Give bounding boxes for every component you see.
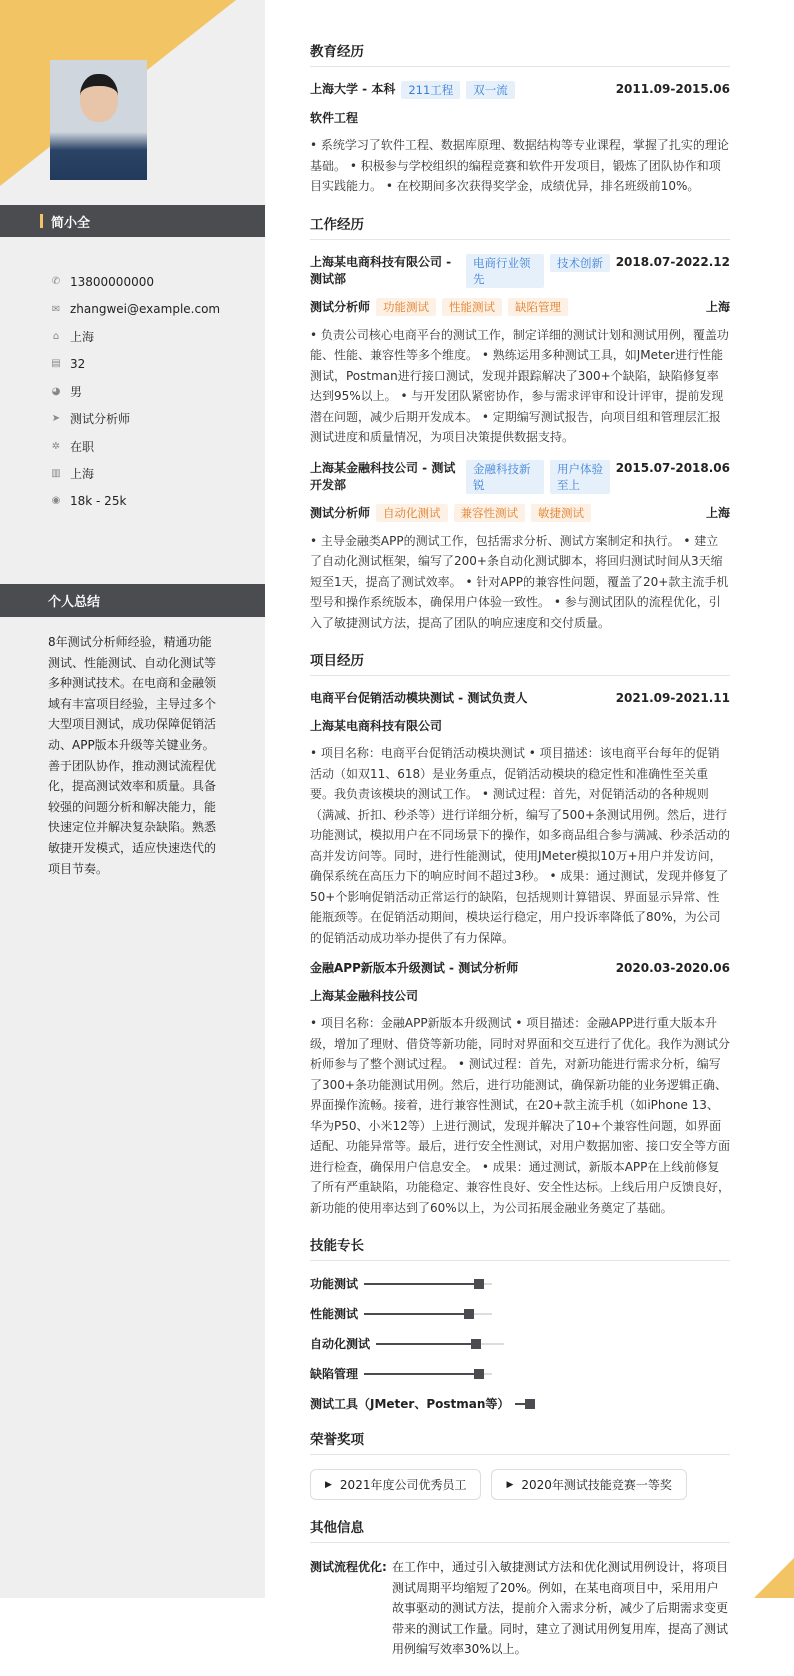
contact-text: zhangwei@example.com xyxy=(70,302,221,317)
contact-text: 男 xyxy=(70,384,83,399)
skill-name: 性能测试 xyxy=(310,1307,359,1321)
city: 上海 xyxy=(705,506,730,520)
skill-item xyxy=(310,1305,525,1322)
other-key: 测试流程优化: xyxy=(310,1560,387,1574)
avatar xyxy=(50,60,147,180)
contact-item xyxy=(50,323,220,350)
company: 上海某金融科技公司 xyxy=(310,989,419,1003)
description: • 负责公司核心电商平台的测试工作，制定详细的测试计划和测试用例，覆盖功能、性能、兼容性等多个维度。 • 熟练运用多种测试工具，如JMeter进行性能测试，Postman进行接口测试，发现并跟踪解决了300+个缺陷，缺陷修复率达到95%以上。 • 与开发团队紧密协作，参与需求评审和设计评审，提前发现潜在问题，减少后期开发成本。 • 定期编写测试报告，向项目组和管理层汇报测试进度和质量情况，为项目决策提供数据支持。 xyxy=(310,327,729,444)
section-title: 其他信息 xyxy=(310,1516,730,1543)
slider-thumb xyxy=(471,1339,481,1349)
section-title: 技能专长 xyxy=(310,1234,730,1261)
awards-section xyxy=(310,1428,730,1500)
contact-item xyxy=(50,378,220,405)
award-text: 2020年测试技能竞赛一等奖 xyxy=(521,1478,672,1492)
project-item xyxy=(310,690,730,948)
slider-thumb xyxy=(525,1399,535,1409)
skill-tag: 缺陷管理 xyxy=(508,298,568,316)
skill-name: 测试工具（JMeter、Postman等） xyxy=(310,1397,510,1411)
work-item xyxy=(310,254,730,448)
building-icon: ▥ xyxy=(51,467,61,479)
description: • 主导金融类APP的测试工作，包括需求分析、测试方案制定和执行。 • 建立了自动化测试框架，编写了200+条自动化测试脚本，将回归测试时间从3天缩短至1天，提高了测试效率。 • 针对APP的兼容性问题，覆盖了20+款主流手机型号和操作系统版本，确保用户体验一致性。 • 参与测试团队的流程优化，引入了敏捷测试方法，提高了团队的响应速度和交付质量。 xyxy=(310,533,729,630)
skill-slider xyxy=(364,1373,492,1375)
profile-name: 简小全 xyxy=(51,215,91,231)
education-section xyxy=(310,40,730,197)
contact-item xyxy=(50,405,220,432)
salary-icon: ◉ xyxy=(51,495,61,507)
contact-item xyxy=(50,350,220,377)
send-icon: ➤ xyxy=(51,413,61,425)
date: 2015.07-2018.06 xyxy=(615,460,730,475)
contact-text: 13800000000 xyxy=(70,274,154,289)
tag: 用户体验至上 xyxy=(550,460,610,494)
skill-tag: 功能测试 xyxy=(376,298,436,316)
contact-item xyxy=(50,268,220,295)
contact-item xyxy=(50,487,220,514)
tag: 技术创新 xyxy=(550,254,610,272)
description: • 项目名称：金融APP新版本升级测试 • 项目描述：金融APP进行重大版本升级，增加了理财、借贷等新功能，同时对界面和交互进行了优化。我作为测试分析师参与了整个测试过程。 • 测试过程：首先，对新功能进行需求分析，编写了300+条功能测试用例。然后，进行功能测试，确保新功能的业务逻辑正确、界面操作流畅。接着，进行兼容性测试，在20+款主流手机（如iPhone 13、华为P50、小米12等）上进行测试，发现并解决了10+个兼容性问题，如界面适配、功能异常等。最后，进行安全性测试，对用户数据加密、接口安全等方面进行检查，确保用户信息安全。 • 成果：通过测试，新版本APP在上线前修复了所有严重缺陷，功能稳定、兼容性良好、安全性达标。上线后用户反馈良好，新功能的使用率达到了60%以上，为公司拓展金融业务奠定了基础。 xyxy=(310,1016,731,1215)
tag: 金融科技新锐 xyxy=(466,460,544,494)
name-bar xyxy=(0,205,265,237)
contact-text: 18k - 25k xyxy=(70,493,127,508)
contact-item xyxy=(50,295,220,322)
tag: 211工程 xyxy=(401,81,460,99)
date: 2020.03-2020.06 xyxy=(615,961,730,975)
skill-tag: 性能测试 xyxy=(442,298,502,316)
project-item xyxy=(310,960,730,1218)
other-value: 在工作中，通过引入敏捷测试方法和优化测试用例设计，将项目测试周期平均缩短了20%。例如，在某电商项目中，采用用户故事驱动的测试方法，提前介入需求分析，减少了后期需求变更带来的测试工作量。同时，建立了测试用例复用库，提高了测试用例编写效率30%以上。 xyxy=(392,1560,729,1656)
work-section xyxy=(310,213,730,634)
home-icon: ⌂ xyxy=(52,330,60,342)
skill-name: 缺陷管理 xyxy=(310,1367,359,1381)
main-content xyxy=(310,40,730,1676)
role: 测试分析师 xyxy=(310,300,371,314)
skill-tag: 敏捷测试 xyxy=(531,504,591,522)
contact-item xyxy=(50,432,220,459)
slider-thumb xyxy=(474,1279,484,1289)
contact-text: 32 xyxy=(70,356,86,371)
status-icon: ✲ xyxy=(51,440,61,452)
summary-text: 8年测试分析师经验，精通功能测试、性能测试、自动化测试等多种测试技术。在电商和金融领域有丰富项目经验，主导过多个大型项目测试，成功保障促销活动、APP版本升级等关键业务。善于团队协作，推动测试流程优化，提高测试效率和质量。具备较强的问题分析和解决能力，能快速定位并解决复杂缺陷。熟悉敏捷开发模式，适应快速迭代的项目节奏。 xyxy=(48,635,217,876)
role: 测试分析师 xyxy=(310,506,371,520)
skill-name: 功能测试 xyxy=(310,1277,359,1291)
contact-text: 在职 xyxy=(70,439,95,454)
section-title: 工作经历 xyxy=(310,213,730,240)
company: 上海某电商科技有限公司 xyxy=(310,719,443,733)
skill-slider xyxy=(515,1403,531,1405)
contact-text: 上海 xyxy=(70,329,95,344)
contact-text: 上海 xyxy=(70,466,95,481)
skill-name: 自动化测试 xyxy=(310,1337,371,1351)
project-name: 金融APP新版本升级测试 - 测试分析师 xyxy=(310,961,519,975)
contact-item xyxy=(50,460,220,487)
skill-slider xyxy=(376,1343,504,1345)
award-text: 2021年度公司优秀员工 xyxy=(339,1478,467,1492)
summary-title: 个人总结 xyxy=(0,584,265,617)
sidebar xyxy=(0,0,265,1598)
gender-icon: ◕ xyxy=(51,385,61,397)
age-icon: ▤ xyxy=(51,358,61,370)
skill-item xyxy=(310,1335,525,1352)
contact-list xyxy=(50,268,220,515)
description: • 项目名称：电商平台促销活动模块测试 • 项目描述：该电商平台每年的促销活动（如双11、618）是业务重点，促销活动模块的稳定性和准确性至关重要。我负责该模块的测试工作。 • 测试过程：首先，对促销活动的各种规则（满减、折扣、秒杀等）进行详细分析，编写了500+条测试用例。然后，进行功能测试，模拟用户在不同场景下的操作，如多商品组合参与满减、秒杀活动的高并发访问等。同时，进行性能测试，使用JMeter模拟10万+用户并发访问，确保系统在高压力下的响应时间不超过3秒。 • 成果：通过测试，发现并修复了50+个影响促销活动正常运行的缺陷，包括规则计算错误、界面显示异常、性能瓶颈等。在促销活动期间，模块运行稳定，用户投诉率降低了80%，为公司的促销活动成功举办提供了有力保障。 xyxy=(310,746,731,945)
award-item[interactable] xyxy=(491,1469,686,1500)
date: 2021.09-2021.11 xyxy=(615,691,730,705)
play-icon: ▶ xyxy=(325,1479,332,1490)
project-name: 电商平台促销活动模块测试 - 测试负责人 xyxy=(310,691,528,705)
company: 上海某电商科技有限公司 - 测试部 xyxy=(310,254,452,286)
skill-item xyxy=(310,1275,525,1292)
slider-thumb xyxy=(464,1309,474,1319)
mail-icon: ✉ xyxy=(51,303,61,315)
skills-section xyxy=(310,1234,730,1412)
description: • 系统学习了软件工程、数据库原理、数据结构等专业课程，掌握了扎实的理论基础。 • 积极参与学校组织的编程竞赛和软件开发项目，锻炼了团队协作和项目实践能力。 • 在校期间多次获得奖学金，成绩优异，排名班级前10%。 xyxy=(310,138,729,193)
skill-slider xyxy=(364,1313,492,1315)
other-section xyxy=(310,1516,730,1660)
slider-thumb xyxy=(474,1369,484,1379)
award-item[interactable] xyxy=(310,1469,481,1500)
school: 上海大学 - 本科 xyxy=(310,82,396,96)
decor-corner xyxy=(744,1558,794,1598)
major: 软件工程 xyxy=(310,111,359,125)
company: 上海某金融科技公司 - 测试开发部 xyxy=(310,460,456,492)
projects-section xyxy=(310,649,730,1218)
skill-slider xyxy=(364,1283,492,1285)
contact-text: 测试分析师 xyxy=(70,412,131,427)
section-title: 项目经历 xyxy=(310,649,730,676)
tag: 双一流 xyxy=(466,81,515,99)
skill-tag: 兼容性测试 xyxy=(454,504,526,522)
tag: 电商行业领先 xyxy=(466,254,544,288)
play-icon: ▶ xyxy=(506,1479,514,1490)
section-title: 荣誉奖项 xyxy=(310,1428,730,1455)
phone-icon: ✆ xyxy=(51,276,61,288)
date: 2018.07-2022.12 xyxy=(615,254,730,269)
skill-item xyxy=(310,1365,525,1382)
work-item xyxy=(310,460,730,634)
date: 2011.09-2015.06 xyxy=(615,82,730,96)
skill-item xyxy=(310,1395,531,1412)
city: 上海 xyxy=(705,300,730,314)
skill-tag: 自动化测试 xyxy=(376,504,448,522)
section-title: 教育经历 xyxy=(310,40,730,67)
